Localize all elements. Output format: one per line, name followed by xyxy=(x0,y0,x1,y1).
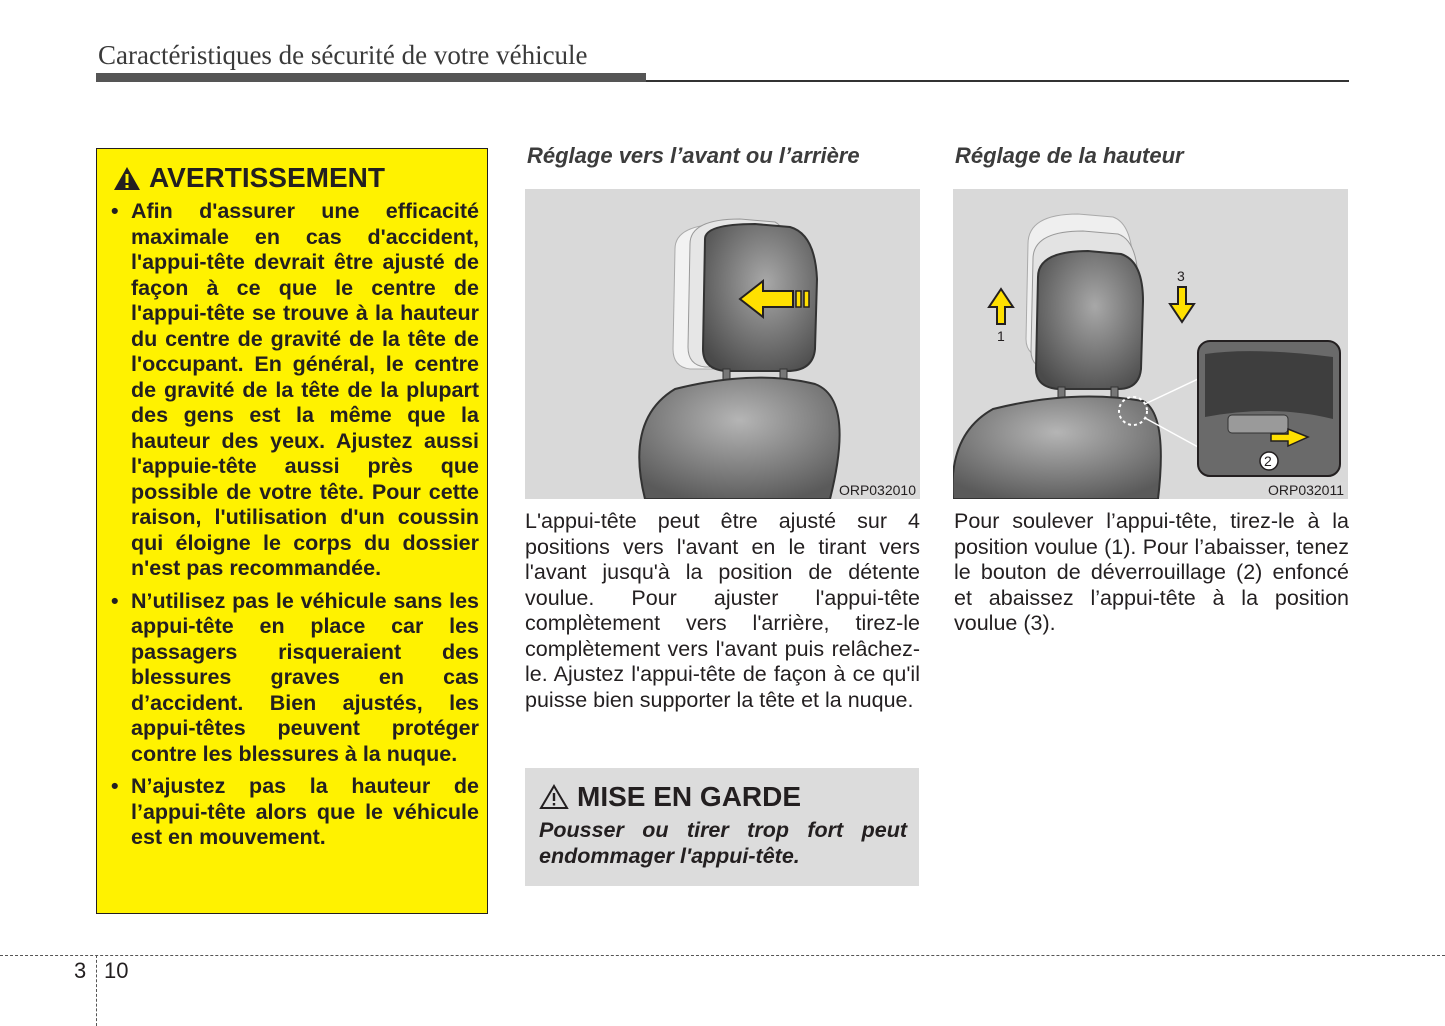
fore-aft-figure xyxy=(525,189,920,499)
headrest-fore-aft-illustration xyxy=(525,189,920,499)
warning-list xyxy=(109,199,479,858)
label-2: 2 xyxy=(1264,453,1272,469)
warning-item: • N’ajustez pas la hauteur de l’appui-tête alors que le véhicule est en mouvement. xyxy=(109,774,479,851)
fore-aft-heading: Réglage vers l’avant ou l’arrière xyxy=(527,143,860,168)
warning-item: • N’utilisez pas le véhicule sans les appui-tête en place car les passagers risqueraient des blessures graves en cas d’accident. Bien ajustés, les appui-têtes peuvent protéger contre les blessures à la nuque. xyxy=(109,589,479,768)
caution-text: Pousser ou tirer trop fort peut endommager l'appui-tête. xyxy=(539,818,907,868)
warning-triangle-icon xyxy=(113,166,141,191)
warning-item: • Afin d'assurer une efficacité maximale en cas d'accident, l'appui-tête devrait être ajusté de façon à ce que le centre de l'appui-tête se trouve à la hauteur du centre de gravité de la tête de l'occupant. En général, le centre de gravité de la tête de la plupart des gens est la même que la hauteur des yeux. Ajustez aussi l'appuie-tête aussi près que possible de votre tête. Pour cette raison, l'utilisation d'un coussin qui éloigne le corps du dossier n'est pas recommandée. xyxy=(109,199,479,582)
warning-box xyxy=(96,148,488,914)
page-number: 10 xyxy=(104,958,129,983)
page-header-title: Caractéristiques de sécurité de votre véhicule xyxy=(98,40,588,70)
caution-title: MISE EN GARDE xyxy=(577,781,802,812)
footer-rule xyxy=(0,955,1445,956)
headrest-height-illustration xyxy=(953,189,1348,499)
figure-code: ORP032011 xyxy=(1267,482,1344,498)
fore-aft-text: L'appui-tête peut être ajusté sur 4 positions vers l'avant en le tirant vers l'avant jusqu'à la position de détente voulue. Pour ajuster l'appui-tête complètement vers l'arrière, tirez-le complètement vers l'avant puis relâchez-le. Ajustez l'appui-tête de façon à ce qu'il puisse bien supporter la tête et la nuque. xyxy=(525,509,920,712)
caution-triangle-icon xyxy=(539,784,569,810)
label-1: 1 xyxy=(997,328,1005,344)
height-text: Pour soulever l’appui-tête, tirez-le à la position voulue (1). Pour l’abaisser, tenez le bouton de déverrouillage (2) enfoncé et abaissez l’appui-tête à la position voulue (3). xyxy=(954,509,1349,635)
label-3: 3 xyxy=(1177,268,1185,284)
height-figure xyxy=(953,189,1348,499)
caution-heading xyxy=(539,781,801,813)
header-rule xyxy=(646,80,1349,82)
chapter-number: 3 xyxy=(74,958,87,983)
height-heading: Réglage de la hauteur xyxy=(955,143,1184,168)
warning-heading xyxy=(113,162,385,194)
header-bar xyxy=(96,73,646,82)
figure-code: ORP032010 xyxy=(838,482,916,498)
caution-box xyxy=(525,768,919,886)
footer-divider xyxy=(96,955,97,1026)
warning-title: AVERTISSEMENT xyxy=(149,162,385,193)
